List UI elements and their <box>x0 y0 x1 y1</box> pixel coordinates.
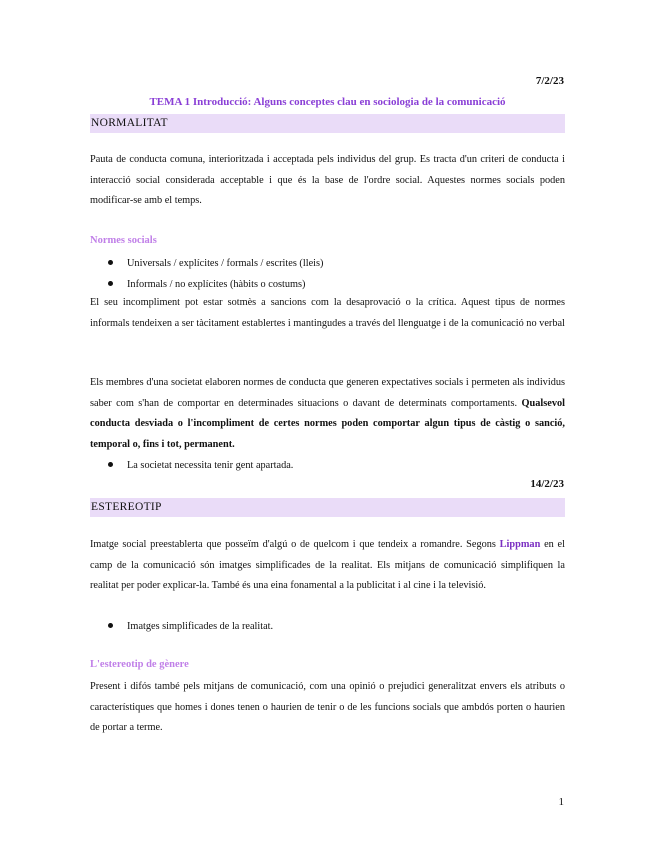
bullet-icon <box>108 623 113 628</box>
subheading-normes-socials: Normes socials <box>90 235 157 246</box>
page-title: TEMA 1 Introducció: Alguns conceptes clau en sociologia de la comunicació <box>149 96 506 108</box>
bold-statement: Qualsevol conducta desviada o l'incompliment de certes normes poden comportar algun tipus de càstig o sanció, temporal o, fins i tot, permanent. <box>90 397 565 450</box>
date-label: 7/2/23 <box>535 75 564 87</box>
section-heading-text: ESTEREOTIP <box>91 501 162 513</box>
bullet-icon <box>108 462 113 467</box>
bullet-icon <box>108 281 113 286</box>
paragraph-estereotip: Imatge social preestablerta que posseïm d'algú o de quelcom i que tendeix a romandre. Segons Lippman en el camp de la comunicació són imatges simplificades de la realitat. Els mitjans de comunicació simplifiquen la realitat per poder explicar-la. També és una eina fonamental a la publicitat i al cine i la televisió. <box>90 539 565 591</box>
list-item: Universals / explícites / formals / escrites (lleis) <box>108 256 323 272</box>
paragraph-genere: Present i difós també pels mitjans de comunicació, com una opinió o prejudici generalitzat envers els atributs o característiques que homes i dones tenen o haurien de tenir o de les funcions socials que ambdós porten o haurien de portar a terme. <box>90 681 565 733</box>
paragraph-incompliment: El seu incompliment pot estar sotmès a sancions com la desaprovació o la crítica. Aquest tipus de normes informals tendeixen a ser tàcitament establertes i mantingudes a través del llenguatge i de la comunicació no verbal <box>90 297 565 329</box>
section-heading-estereotip <box>90 498 565 517</box>
list-item: Informals / no explícites (hàbits o costums) <box>108 277 305 293</box>
section-heading-normalitat <box>90 114 565 133</box>
highlighted-name: Lippman <box>499 539 541 550</box>
page-number: 1 <box>558 796 564 808</box>
section-heading-text: NORMALITAT <box>91 117 168 129</box>
list-item: Imatges simplificades de la realitat. <box>108 619 273 635</box>
paragraph-membres: Els membres d'una societat elaboren normes de conducta que generen expectatives socials i permeten als individus saber com s'han de comportar en determinades situacions o davant de determinats comportaments. Qualsevol conducta desviada o l'incompliment de certes normes poden comportar algun tipus de càstig o sanció, temporal o, fins i tot, permanent. <box>90 377 565 450</box>
bullet-icon <box>108 260 113 265</box>
subheading-estereotip-genere: L'estereotip de gènere <box>90 659 189 670</box>
date-label: 14/2/23 <box>530 478 564 490</box>
list-item: La societat necessita tenir gent apartada. <box>108 458 293 474</box>
definition-paragraph: Pauta de conducta comuna, interioritzada i acceptada pels individus del grup. Es tracta d'un criteri de conducta i interacció social considerada acceptable i que és la base de l'ordre social. Aquestes normes socials poden modificar-se amb el temps. <box>90 154 565 206</box>
